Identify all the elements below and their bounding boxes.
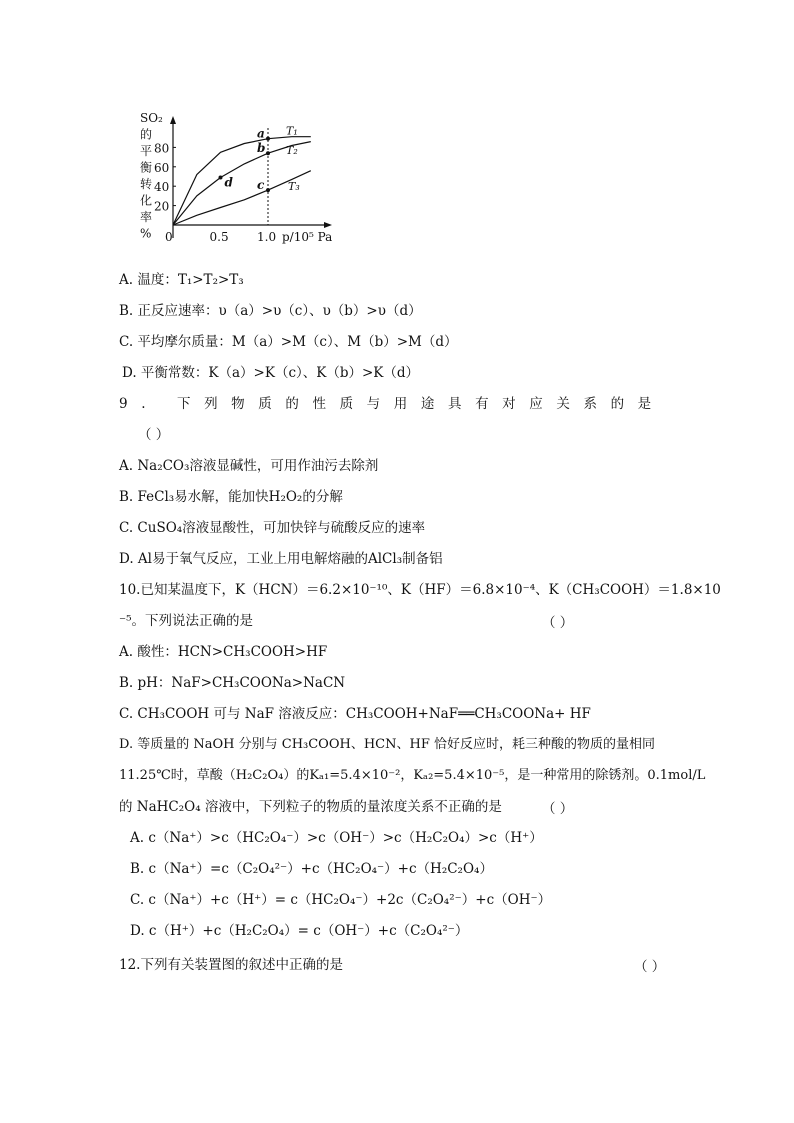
- series-label-3: T₃: [288, 180, 300, 194]
- x-axis-arrow: [324, 222, 332, 228]
- y-label-char: 衡: [140, 160, 153, 175]
- q10-paren: （ ）: [542, 615, 574, 631]
- q9-option-a[interactable]: A. Na₂CO₃溶液显碱性，可用作油污去除剂: [119, 458, 379, 474]
- series-label-2: T₂: [286, 144, 298, 158]
- q9-option-d[interactable]: D. Al易于氧气反应，工业上用电解熔融的AlCl₃制备铝: [119, 551, 443, 567]
- q12-paren: （ ）: [634, 959, 666, 975]
- q9-stem: 9. 下列物质的性质与用途具有对应关系的是: [119, 396, 665, 412]
- point-b: [266, 151, 270, 155]
- q10-option-d[interactable]: D. 等质量的 NaOH 分别与 CH₃COOH、HCN、HF 恰好反应时，耗三种酸的物质的量相同: [119, 737, 655, 752]
- x-tick-label: 0.5: [209, 230, 229, 244]
- y-label-char: %: [140, 226, 152, 241]
- data-points: [219, 127, 271, 192]
- y-tick-label: 80: [154, 141, 170, 156]
- q10-option-c[interactable]: C. CH₃COOH 可与 NaF 溶液反应：CH₃COOH+NaF══CH₃COONa+ HF: [119, 706, 591, 722]
- point-d: [219, 175, 223, 179]
- q11-option-b[interactable]: B. c（Na⁺）=c（C₂O₄²⁻）+c（HC₂O₄⁻）+c（H₂C₂O₄）: [130, 861, 493, 877]
- q11-stem-line2: 的 NaHC₂O₄ 溶液中，下列粒子的物质的量浓度关系不正确的是: [119, 799, 502, 815]
- q11-stem-line1: 11.25℃时，草酸（H₂C₂O₄）的Kₐ₁=5.4×10⁻²，Kₐ₂=5.4×10⁻⁵，是一种常用的除锈剂。0.1mol/L: [119, 768, 706, 783]
- x-axis-label: p/10⁵ Pa: [282, 230, 333, 244]
- y-tick-label: 60: [154, 160, 170, 175]
- point-label-b: b: [257, 141, 266, 156]
- q9-option-b[interactable]: B. FeCl₃易水解，能加快H₂O₂的分解: [119, 489, 343, 505]
- q12-stem: 12.下列有关装置图的叙述中正确的是: [119, 957, 343, 973]
- q11-paren: （ ）: [542, 801, 574, 817]
- y-tick-label: 40: [154, 180, 170, 195]
- point-label-c: c: [257, 178, 265, 193]
- q8-option-b[interactable]: B. 正反应速率：υ（a）>υ（c）、υ（b）>υ（d）: [119, 303, 422, 319]
- q8-option-c[interactable]: C. 平均摩尔质量：M（a）>M（c）、M（b）>M（d）: [119, 334, 458, 350]
- y-label-char: 转: [140, 177, 153, 191]
- series-line-3: [173, 171, 311, 225]
- so2-conversion-chart: [136, 106, 356, 256]
- y-label-char: 化: [140, 193, 153, 208]
- x-tick-label: 0: [165, 230, 173, 244]
- point-label-d: d: [224, 175, 233, 190]
- y-label-char: SO₂: [140, 111, 163, 125]
- x-ticks: [165, 230, 276, 244]
- q9-option-c[interactable]: C. CuSO₄溶液显酸性，可加快锌与硫酸反应的速率: [119, 520, 426, 536]
- x-tick-label: 1.0: [257, 230, 277, 244]
- point-label-a: a: [257, 126, 265, 141]
- q9-paren: （ ）: [138, 427, 170, 443]
- series-curves: [173, 125, 311, 225]
- y-label-char: 的: [140, 127, 153, 142]
- q10-stem-line2: ⁻⁵。下列说法正确的是: [119, 613, 254, 629]
- q8-option-d[interactable]: D. 平衡常数：K（a）>K（c）、K（b）>K（d）: [122, 365, 420, 381]
- q11-option-c[interactable]: C. c（Na⁺）+c（H⁺）= c（HC₂O₄⁻）+2c（C₂O₄²⁻）+c（OH⁻）: [130, 892, 552, 908]
- y-axis-arrow: [170, 116, 176, 124]
- q8-option-a[interactable]: A. 温度：T₁>T₂>T₃: [119, 272, 244, 288]
- q10-option-a[interactable]: A. 酸性：HCN>CH₃COOH>HF: [119, 644, 328, 660]
- q10-option-b[interactable]: B. pH：NaF>CH₃COONa>NaCN: [119, 675, 346, 691]
- y-label-char: 率: [140, 210, 153, 224]
- series-label-1: T₁: [286, 124, 298, 138]
- point-a: [266, 137, 270, 141]
- q11-option-a[interactable]: A. c（Na⁺）>c（HC₂O₄⁻）>c（OH⁻）>c（H₂C₂O₄）>c（H⁺）: [130, 830, 543, 846]
- y-label-char: 平: [140, 144, 153, 158]
- point-c: [266, 188, 270, 192]
- q10-stem-line1: 10.已知某温度下，K（HCN）＝6.2×10⁻¹⁰、K（HF）＝6.8×10⁻⁴、K（CH₃COOH）＝1.8×10: [119, 582, 721, 598]
- y-axis-label: [140, 111, 163, 241]
- y-tick-label: 20: [154, 199, 170, 214]
- q11-option-d[interactable]: D. c（H⁺）+c（H₂C₂O₄）= c（OH⁻）+c（C₂O₄²⁻）: [130, 923, 469, 939]
